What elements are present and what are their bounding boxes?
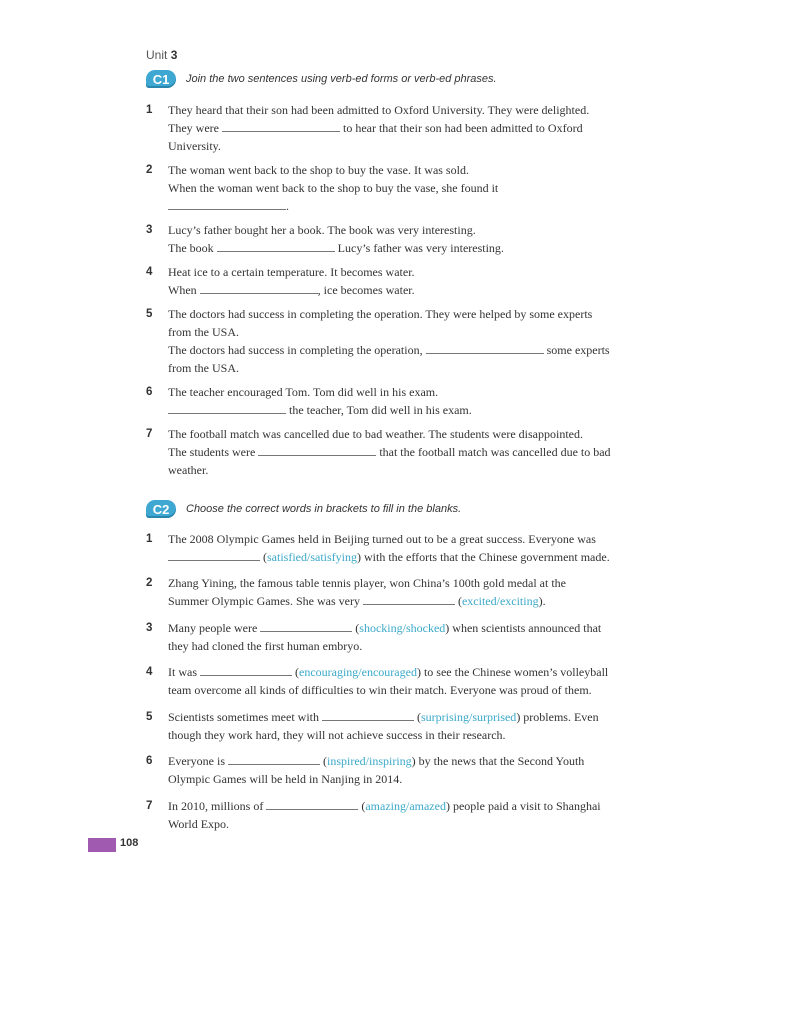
- text-line: [168, 383, 666, 401]
- answer-blank[interactable]: [217, 241, 335, 252]
- text-line: [168, 119, 666, 137]
- text-line: [168, 681, 666, 699]
- text-segment: Summer Olympic Games. She was very: [168, 594, 363, 608]
- item-number: 6: [146, 386, 153, 398]
- text-line: [168, 726, 666, 744]
- exercise-item: [146, 574, 666, 610]
- answer-blank[interactable]: [222, 121, 340, 132]
- exercise-item: [146, 619, 666, 655]
- text-segment: .: [286, 199, 289, 213]
- text-segment: The students were: [168, 445, 259, 459]
- text-line: [168, 263, 666, 281]
- text-line: [168, 663, 666, 681]
- text-segment: ) to see the Chinese women’s volleyball: [416, 665, 609, 679]
- text-segment: World Expo.: [168, 817, 230, 831]
- text-segment: The doctors had success in completing the operation,: [168, 343, 426, 357]
- exercise-item: [146, 221, 666, 257]
- text-line: [168, 797, 666, 815]
- word-options: excited/exciting: [461, 594, 539, 608]
- text-segment: that the football match was cancelled due to bad: [376, 445, 611, 459]
- text-segment: team overcome all kinds of difficulties to win their match. Everyone was proud of them.: [168, 683, 592, 697]
- text-line: [168, 305, 666, 323]
- item-number: 1: [146, 104, 153, 116]
- item-number: 7: [146, 428, 153, 440]
- text-segment: , ice becomes water.: [317, 283, 415, 297]
- answer-blank[interactable]: [168, 550, 260, 561]
- unit-label: Unit: [146, 48, 168, 62]
- item-text: [168, 663, 666, 699]
- item-number: 5: [146, 711, 153, 723]
- text-line: [168, 443, 666, 461]
- item-text: [168, 161, 666, 215]
- text-line: [168, 239, 666, 257]
- text-line: [168, 815, 666, 833]
- text-line: [168, 341, 666, 359]
- section-c1-header: [146, 70, 497, 88]
- text-line: [168, 752, 666, 770]
- text-line: [168, 530, 666, 548]
- text-line: [168, 281, 666, 299]
- answer-blank[interactable]: [168, 199, 286, 210]
- text-segment: the teacher, Tom did well in his exam.: [286, 403, 472, 417]
- exercise-item: [146, 752, 666, 788]
- text-line: [168, 619, 666, 637]
- text-line: [168, 770, 666, 788]
- text-segment: ) by the news that the Second Youth: [411, 754, 585, 768]
- text-line: [168, 161, 666, 179]
- text-line: [168, 548, 666, 566]
- item-number: 5: [146, 308, 153, 320]
- text-segment: Olympic Games will be held in Nanjing in 2014.: [168, 772, 403, 786]
- item-number: 2: [146, 577, 153, 589]
- answer-blank[interactable]: [426, 343, 544, 354]
- item-number: 1: [146, 533, 153, 545]
- text-segment: The 2008 Olympic Games held in Beijing turned out to be a great success. Everyone was: [168, 532, 596, 546]
- text-line: [168, 179, 666, 197]
- item-number: 3: [146, 622, 153, 634]
- answer-blank[interactable]: [200, 283, 318, 294]
- text-segment: (: [260, 550, 267, 564]
- text-segment: The book: [168, 241, 217, 255]
- text-segment: The woman went back to the shop to buy the vase. It was sold.: [168, 163, 469, 177]
- item-text: [168, 221, 666, 257]
- exercise-item: [146, 797, 666, 833]
- item-text: [168, 383, 666, 419]
- word-options: amazing/amazed: [365, 799, 446, 813]
- item-text: [168, 263, 666, 299]
- text-segment: (: [454, 594, 462, 608]
- text-segment: They were: [168, 121, 222, 135]
- text-segment: ) people paid a visit to Shanghai: [445, 799, 601, 813]
- item-number: 3: [146, 224, 153, 236]
- item-number: 4: [146, 666, 153, 678]
- text-segment: they had cloned the first human embryo.: [168, 639, 363, 653]
- word-options: inspired/inspiring: [326, 754, 412, 768]
- text-segment: some experts: [543, 343, 610, 357]
- text-segment: It was: [168, 665, 200, 679]
- item-text: [168, 619, 666, 655]
- section-c2-instruction: Choose the correct words in brackets to fill in the blanks.: [186, 503, 462, 515]
- text-segment: (: [413, 710, 421, 724]
- text-segment: Many people were: [168, 621, 261, 635]
- text-segment: ) with the efforts that the Chinese government made.: [357, 550, 610, 564]
- text-segment: When the woman went back to the shop to buy the vase, she found it: [168, 181, 499, 195]
- item-text: [168, 708, 666, 744]
- text-segment: from the USA.: [168, 361, 239, 375]
- text-segment: The football match was cancelled due to bad weather. The students were disappointed.: [168, 427, 583, 441]
- text-line: [168, 221, 666, 239]
- exercise-item: [146, 263, 666, 299]
- word-options: surprising/surprised: [420, 710, 517, 724]
- text-line: [168, 592, 666, 610]
- exercise-item: [146, 101, 666, 155]
- text-segment: Everyone is: [168, 754, 228, 768]
- answer-blank[interactable]: [200, 665, 292, 676]
- exercise-item: [146, 530, 666, 566]
- unit-header: [146, 48, 177, 62]
- answer-blank[interactable]: [322, 710, 414, 721]
- text-segment: from the USA.: [168, 325, 239, 339]
- answer-blank[interactable]: [168, 403, 286, 414]
- text-segment: (: [319, 754, 327, 768]
- answer-blank[interactable]: [258, 445, 376, 456]
- text-segment: though they work hard, they will not achieve success in their research.: [168, 728, 506, 742]
- exercise-item: [146, 425, 666, 479]
- item-text: [168, 752, 666, 788]
- item-text: [168, 797, 666, 833]
- section-c2-badge: C2: [146, 500, 176, 518]
- text-segment: (: [352, 621, 360, 635]
- exercise-item: [146, 383, 666, 419]
- item-text: [168, 530, 666, 566]
- exercise-item: [146, 305, 666, 377]
- text-line: [168, 708, 666, 726]
- answer-blank[interactable]: [260, 621, 352, 632]
- answer-blank[interactable]: [363, 594, 455, 605]
- text-segment: Heat ice to a certain temperature. It becomes water.: [168, 265, 415, 279]
- answer-blank[interactable]: [266, 799, 358, 810]
- text-segment: ) when scientists announced that: [445, 621, 602, 635]
- text-segment: They heard that their son had been admitted to Oxford University. They were delighted.: [168, 103, 590, 117]
- text-segment: Lucy’s father was very interesting.: [334, 241, 504, 255]
- item-text: [168, 101, 666, 155]
- text-segment: (: [358, 799, 366, 813]
- text-segment: University.: [168, 139, 221, 153]
- text-segment: The doctors had success in completing the operation. They were helped by some experts: [168, 307, 593, 321]
- text-segment: (: [292, 665, 299, 679]
- item-number: 7: [146, 800, 153, 812]
- text-segment: The teacher encouraged Tom. Tom did well in his exam.: [168, 385, 439, 399]
- unit-number: 3: [170, 48, 178, 62]
- text-line: [168, 323, 666, 341]
- text-line: [168, 425, 666, 443]
- word-options: encouraging/encouraged: [299, 665, 417, 679]
- text-line: [168, 101, 666, 119]
- section-c2-header: [146, 500, 461, 518]
- text-segment: Lucy’s father bought her a book. The book was very interesting.: [168, 223, 476, 237]
- text-segment: ) problems. Even: [516, 710, 599, 724]
- word-options: shocking/shocked: [359, 621, 446, 635]
- item-text: [168, 425, 666, 479]
- exercise-item: [146, 663, 666, 699]
- text-segment: to hear that their son had been admitted to Oxford: [339, 121, 583, 135]
- text-segment: ).: [538, 594, 546, 608]
- text-segment: Scientists sometimes meet with: [168, 710, 322, 724]
- text-segment: When: [168, 283, 200, 297]
- text-segment: weather.: [168, 463, 209, 477]
- text-line: [168, 574, 666, 592]
- exercise-item: [146, 161, 666, 215]
- item-text: [168, 574, 666, 610]
- item-text: [168, 305, 666, 377]
- answer-blank[interactable]: [228, 754, 320, 765]
- word-options: satisfied/satisfying: [267, 550, 357, 564]
- text-line: [168, 359, 666, 377]
- text-line: [168, 461, 666, 479]
- text-segment: In 2010, millions of: [168, 799, 267, 813]
- exercise-item: [146, 708, 666, 744]
- text-line: [168, 401, 666, 419]
- text-line: [168, 137, 666, 155]
- text-line: [168, 637, 666, 655]
- section-c1-badge: C1: [146, 70, 176, 88]
- item-number: 2: [146, 164, 153, 176]
- page-tab-marker: [88, 838, 116, 852]
- page-number: 108: [120, 837, 139, 849]
- item-number: 4: [146, 266, 153, 278]
- text-segment: Zhang Yining, the famous table tennis player, won China’s 100th gold medal at the: [168, 576, 566, 590]
- section-c1-instruction: Join the two sentences using verb-ed forms or verb-ed phrases.: [186, 73, 497, 85]
- text-line: [168, 197, 666, 215]
- item-number: 6: [146, 755, 153, 767]
